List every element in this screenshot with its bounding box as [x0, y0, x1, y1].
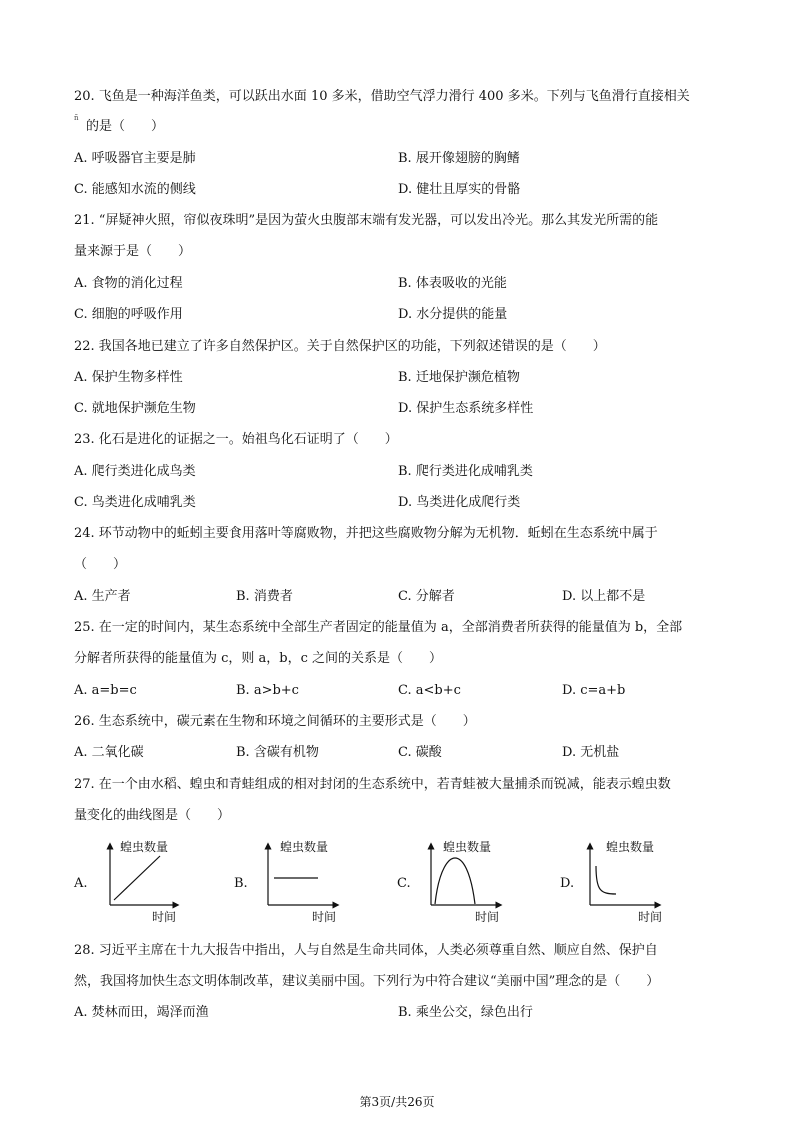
q25-stem-line1: 25. 在一定的时间内，某生态系统中全部生产者固定的能量值为 a，全部消费者所获得的能量值为 b，全部 [74, 620, 683, 635]
q23-option-a: A. 爬行类进化成鸟类 [74, 464, 196, 479]
q23-stem: 23. 化石是进化的证据之一。始祖鸟化石证明了（ ） [74, 432, 398, 447]
graph-b-plot [234, 838, 394, 928]
q21-option-c: C. 细胞的呼吸作用 [74, 307, 183, 322]
graph-b-xlabel: 时间 [312, 910, 337, 924]
q23-option-b: B. 爬行类进化成哺乳类 [398, 464, 533, 479]
q20-option-c: C. 能感知水流的侧线 [74, 182, 196, 197]
q24-stem-line2: （ ） [74, 557, 127, 572]
q21-option-b: B. 体表吸收的光能 [398, 276, 507, 291]
q27-graph-c [397, 838, 557, 928]
q21-option-a: A. 食物的消化过程 [74, 276, 183, 291]
q27-graph-a [74, 838, 234, 928]
q20-option-a: A. 呼吸器官主要是肺 [74, 151, 196, 166]
q21-stem-line1: 21. “屏疑神火照，帘似夜珠明”是因为萤火虫腹部末端有发光器，可以发出冷光。那么其发光所需的能 [74, 213, 659, 228]
q22-option-d: D. 保护生态系统多样性 [398, 401, 534, 416]
graph-c-curve [435, 858, 475, 904]
q28-option-a: A. 焚林而田，竭泽而渔 [74, 1005, 209, 1020]
q24-option-a: A. 生产者 [74, 589, 131, 604]
q20-stem-line1: 20. 飞鱼是一种海洋鱼类，可以跃出水面 10 多米，借助空气浮力滑行 400 多米。下列与飞鱼滑行直接相关 [74, 89, 690, 104]
stray-mark: ñ [74, 114, 79, 122]
q21-option-d: D. 水分提供的能量 [398, 307, 508, 322]
q22-stem: 22. 我国各地已建立了许多自然保护区。关于自然保护区的功能，下列叙述错误的是（ ） [74, 339, 606, 354]
q28-stem-line1: 28. 习近平主席在十九大报告中指出，人与自然是生命共同体，人类必须尊重自然、顺应自然、保护自 [74, 943, 658, 958]
q21-stem-line2: 量来源于是（ ） [74, 244, 192, 259]
q26-option-b: B. 含碳有机物 [236, 745, 319, 760]
graph-d-label: D. [560, 876, 575, 891]
graph-c-ylabel: 蝗虫数量 [443, 840, 492, 854]
q22-option-a: A. 保护生物多样性 [74, 370, 183, 385]
graph-a-ylabel: 蝗虫数量 [120, 840, 169, 854]
graph-a-curve [114, 856, 160, 900]
page-footer: 第3页/共26页 [359, 1095, 435, 1109]
graph-b-label: B. [234, 876, 248, 891]
graph-c-label: C. [397, 876, 411, 891]
q22-option-b: B. 迁地保护濒危植物 [398, 370, 520, 385]
q20-stem-line2: 的是（ ） [86, 119, 165, 134]
q27-graph-d [560, 838, 720, 928]
q22-option-c: C. 就地保护濒危生物 [74, 401, 196, 416]
graph-a-xlabel: 时间 [152, 910, 177, 924]
q27-stem-line2: 量变化的曲线图是（ ） [74, 808, 231, 823]
q24-stem-line1: 24. 环节动物中的蚯蚓主要食用落叶等腐败物，并把这些腐败物分解为无机物．蚯蚓在生态系统中属于 [74, 526, 658, 541]
q26-option-a: A. 二氧化碳 [74, 745, 144, 760]
q25-option-c: C. a<b+c [398, 683, 461, 698]
q24-option-b: B. 消费者 [236, 589, 293, 604]
q25-option-a: A. a=b=c [74, 683, 137, 698]
q24-option-d: D. 以上都不是 [562, 589, 646, 604]
q25-option-d: D. c=a+b [562, 683, 626, 698]
q23-option-c: C. 鸟类进化成哺乳类 [74, 495, 196, 510]
q27-stem-line1: 27. 在一个由水稻、蝗虫和青蛙组成的相对封闭的生态系统中，若青蛙被大量捕杀而锐减，能表示蝗虫数 [74, 777, 671, 792]
graph-d-plot [560, 838, 720, 928]
q25-stem-line2: 分解者所获得的能量值为 c，则 a，b，c 之间的关系是（ ） [74, 651, 443, 666]
q26-option-d: D. 无机盐 [562, 745, 620, 760]
q23-option-d: D. 鸟类进化成爬行类 [398, 495, 521, 510]
graph-c-xlabel: 时间 [475, 910, 500, 924]
q28-stem-line2: 然，我国将加快生态文明体制改革，建议美丽中国。下列行为中符合建议“美丽中国”理念的是（ ） [74, 974, 660, 989]
q24-option-c: C. 分解者 [398, 589, 455, 604]
q25-option-b: B. a>b+c [236, 683, 299, 698]
q20-option-d: D. 健壮且厚实的骨骼 [398, 182, 521, 197]
q26-stem: 26. 生态系统中，碳元素在生物和环境之间循环的主要形式是（ ） [74, 714, 476, 729]
graph-a-plot [74, 838, 234, 928]
graph-d-curve [596, 866, 616, 894]
graph-d-xlabel: 时间 [638, 910, 663, 924]
q28-option-b: B. 乘坐公交，绿色出行 [398, 1005, 533, 1020]
q20-option-b: B. 展开像翅膀的胸鳍 [398, 151, 520, 166]
q27-graph-b [234, 838, 394, 928]
graph-b-ylabel: 蝗虫数量 [280, 840, 329, 854]
q26-option-c: C. 碳酸 [398, 745, 442, 760]
graph-d-ylabel: 蝗虫数量 [606, 840, 655, 854]
graph-a-label: A. [74, 876, 88, 891]
graph-c-plot [397, 838, 557, 928]
